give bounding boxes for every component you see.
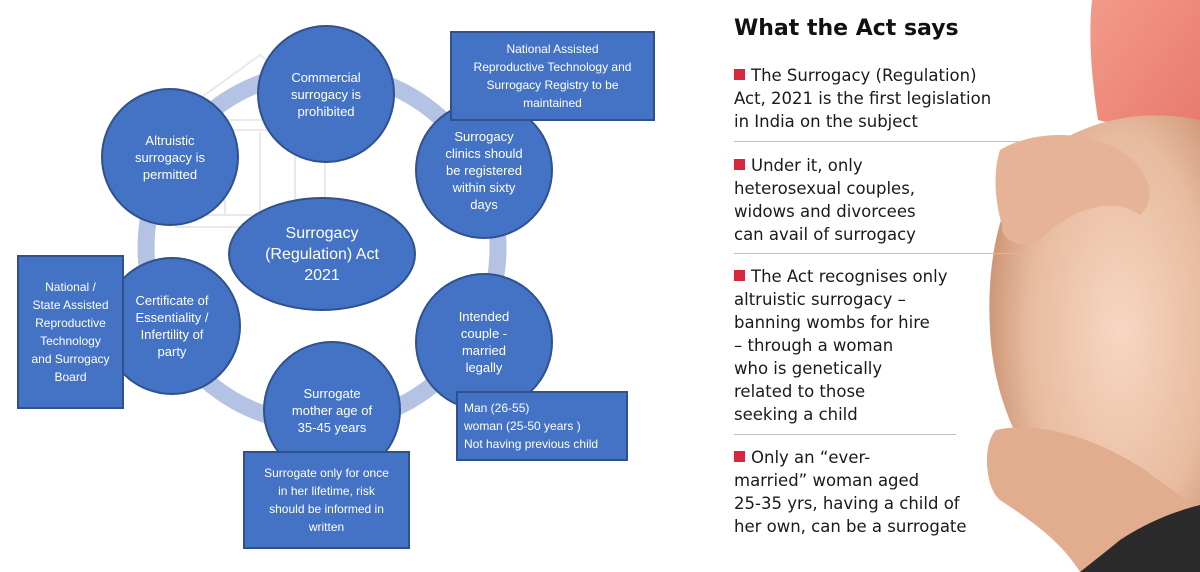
bullet-square-icon <box>734 69 745 80</box>
box-registry <box>450 31 655 121</box>
text-line: can avail of surrogacy <box>734 225 916 244</box>
text-line: (Regulation) Act <box>265 245 379 263</box>
text-line: prohibited <box>297 103 355 119</box>
text-line: National Assisted <box>506 42 599 56</box>
text-line: National / <box>45 280 96 294</box>
node-certificate-label <box>112 286 232 366</box>
text-line: related to those <box>734 382 866 401</box>
text-line: widows and divorcees <box>734 202 916 221</box>
text-line: in her lifetime, risk <box>278 484 375 498</box>
text-line: who is genetically <box>734 359 883 378</box>
text-line: Technology <box>40 334 101 348</box>
text-line: should be informed in <box>269 502 384 516</box>
text-line: Commercial <box>291 69 361 85</box>
bullet-square-icon <box>734 451 745 462</box>
text-line: seeking a child <box>734 405 858 424</box>
bullet-square-icon <box>734 159 745 170</box>
divider <box>734 141 1019 142</box>
text-line: days <box>470 196 498 212</box>
text-line: 25-35 yrs, having a child of <box>734 494 960 513</box>
box-couple-age <box>456 391 628 461</box>
text-line: Certificate of <box>135 293 209 308</box>
text-line: Under it, only <box>751 156 863 175</box>
text-line: – through a woman <box>734 336 894 355</box>
divider <box>734 434 956 435</box>
text-line: Surrogate only for once <box>264 466 389 480</box>
text-line: and Surrogacy <box>31 352 110 366</box>
text-line: couple - <box>460 326 508 341</box>
node-surrogate-age-label <box>272 380 392 440</box>
text-line: Only an “ever- <box>751 448 871 467</box>
text-line: banning wombs for hire <box>734 313 930 332</box>
act-point-2 <box>734 154 1024 246</box>
text-line: married” woman aged <box>734 471 920 490</box>
text-line: mother age of <box>291 402 373 418</box>
act-point-4 <box>734 446 1024 538</box>
center-label <box>244 212 400 296</box>
text-line: maintained <box>523 96 582 110</box>
text-line: written <box>308 520 345 534</box>
text-line: heterosexual couples, <box>734 179 916 198</box>
divider <box>734 253 1019 254</box>
text-line: Intended <box>458 309 510 324</box>
act-point-1 <box>734 64 1024 133</box>
text-line: 35-45 years <box>297 419 367 435</box>
text-line: permitted <box>142 166 198 182</box>
text-line: Board <box>54 370 87 384</box>
node-intended-couple-label <box>424 302 544 382</box>
box-once-lifetime <box>243 451 410 549</box>
text-line: The Surrogacy (Regulation) <box>751 66 977 85</box>
box-board <box>17 255 124 409</box>
text-line: surrogacy is <box>134 149 206 165</box>
text-line: woman (25-50 years ) <box>464 419 581 433</box>
act-title: What the Act says <box>734 16 959 41</box>
text-line: be registered <box>446 162 522 178</box>
node-altruistic-label <box>110 127 230 187</box>
text-line: within sixty <box>452 179 516 195</box>
text-line: Act, 2021 is the first legislation <box>734 89 992 108</box>
bullet-square-icon <box>734 270 745 281</box>
text-line: surrogacy is <box>290 86 362 102</box>
text-line: Infertility of <box>140 327 204 342</box>
text-line: State Assisted <box>32 298 109 312</box>
text-line: Surrogacy Registry to be <box>486 78 619 92</box>
act-point-3 <box>734 265 1024 426</box>
node-commercial-label <box>266 56 386 132</box>
text-line: in India on the subject <box>734 112 918 131</box>
text-line: Not having previous child <box>464 437 599 451</box>
text-line: party <box>157 344 187 359</box>
text-line: Reproductive Technology and <box>473 60 632 74</box>
text-line: Surrogacy <box>285 224 359 242</box>
text-line: Man (26-55) <box>464 401 530 415</box>
text-line: clinics should <box>445 145 523 161</box>
text-line: Surrogacy <box>454 128 514 144</box>
text-line: Surrogate <box>303 385 361 401</box>
node-clinics-label <box>424 124 544 216</box>
text-line: Altruistic <box>145 132 195 148</box>
text-line: her own, can be a surrogate <box>734 517 967 536</box>
act-panel <box>700 0 1200 572</box>
text-line: 2021 <box>304 266 340 284</box>
text-line: The Act recognises only <box>751 267 948 286</box>
text-line: altruistic surrogacy – <box>734 290 906 309</box>
text-line: Reproductive <box>35 316 106 330</box>
text-line: Essentiality / <box>135 310 209 325</box>
text-line: married <box>461 343 507 358</box>
text-line: legally <box>465 360 503 375</box>
